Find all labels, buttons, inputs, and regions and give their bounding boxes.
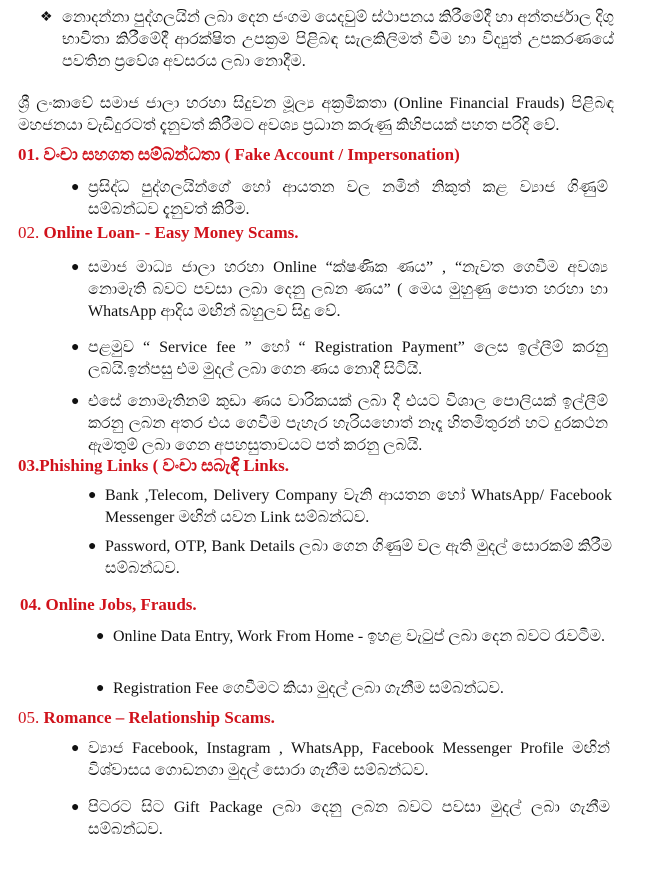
section-heading-05 <box>18 707 275 729</box>
bullet-icon: ● <box>88 539 97 554</box>
section-heading-01 <box>18 144 460 166</box>
section-title: වංචා සහගත සම්බන්ධතා ( Fake Account / Impersonation) <box>43 145 460 164</box>
list-item <box>96 678 610 700</box>
section-title: Online Jobs, Frauds. <box>41 595 197 614</box>
bullet-icon: ● <box>71 340 80 355</box>
section-title: Romance – Relationship Scams. <box>39 708 275 727</box>
list-item-text: Online Data Entry, Work From Home - ඉහළ වැටුප් ලබා දෙන බවට රැවටීම. <box>113 628 606 645</box>
list-item-text: Password, OTP, Bank Details ලබා ගෙන ගිණුම් වල ඇති මුදල් සොරකම් කිරීම සම්බන්ධව. <box>105 538 612 577</box>
section-number: 01. <box>18 145 40 164</box>
bullet-icon: ● <box>88 488 97 503</box>
list-item <box>71 257 608 323</box>
list-item-text: ප්‍රසිද්ධ පුද්ගලයින්ගේ හෝ ආයතන වල නමින් නිකුත් කළ ව්‍යාජ ගිණුම් සම්බන්ධව දැනුවත් කිරීම. <box>88 179 608 218</box>
section-title: Phishing Links ( වංචා සබැඳි Links. <box>39 456 290 475</box>
list-item-text: එසේ නොමැතිනම් කුඩා ණය වාරිකයක් ලබා දී එයට විශාල පොලියක් ඉල්ලීම් කරනු ලබන අතර එය ගෙවීම පැහැර හැරියහොත් නෑදෑ හිතමිතුරන් හට දුරකථන ඇමතුම් ලබා ගෙන අපහසුතාවයට පත් කරනු ලබයි. <box>88 393 608 454</box>
bullet-icon: ● <box>96 681 105 696</box>
list-item-text: පළමුව “ Service fee ” හෝ “ Registration Payment” ලෙස ඉල්ලීම් කරනු ලබයි.ඉන්පසු එම මුදල් ලබා ගෙන ණය නොදී සිටියි. <box>88 339 608 378</box>
list-item-text: ව්‍යාජ Facebook, Instagram , WhatsApp, Facebook Messenger Profile මඟින් විශ්වාසය ගොඩනගා මුදල් සොරා ගැනීම සම්බන්ධව. <box>88 740 610 779</box>
list-item <box>71 337 608 381</box>
list-item <box>71 391 608 457</box>
list-item <box>71 177 608 221</box>
section-number: 04. <box>20 595 42 614</box>
intro-paragraph: ශ්‍රී ලංකාවේ සමාජ ජාලා හරහා සිදුවන මූල්‍ය අක්‍රමිකතා (Online Financial Frauds) පිළිබඳ මහජනයා වැඩිදුරටත් දැනුවත් කිරීමට අවශ්‍ය ප්‍රධාන කරුණු කිහිපයක් පහත පරිදි වේ. <box>18 95 614 134</box>
section-heading-02 <box>18 222 299 244</box>
section-number: 03. <box>18 456 40 475</box>
list-item-text: Registration Fee ගෙවීමට කියා මුදල් ලබා ගැනීම සම්බන්ධව. <box>113 680 504 697</box>
list-item <box>88 536 612 580</box>
bullet-icon: ● <box>71 800 80 815</box>
list-item <box>96 626 610 648</box>
bullet-icon: ● <box>71 260 80 275</box>
section-heading-03 <box>18 455 289 477</box>
list-item-text: සමාජ මාධ්‍ය ජාලා හරහා Online “ක්ෂණික ණය” , “නැවත ගෙවීම අවශ්‍ය නොමැති බවට පවසා ලබා දෙනු ලබන ණය” ( මෙය මුහුණු පොත හරහා හා WhatsApp ආදිය මඟින් බහුලව සිදු වේ. <box>88 259 608 320</box>
bullet-icon: ● <box>71 741 80 756</box>
bullet-icon: ● <box>96 629 105 644</box>
bullet-icon: ● <box>71 394 80 409</box>
section-title: Online Loan- - Easy Money Scams. <box>43 223 299 242</box>
list-item <box>71 738 610 782</box>
bullet-icon: ● <box>71 180 80 195</box>
intro-bullet <box>40 7 614 73</box>
section-heading-04 <box>20 594 197 616</box>
intro-bullet-text: නොදන්නා පුද්ගලයින් ලබා දෙන ජංගම යෙදවුම් ස්ථාපනය කිරීමේදී හා අන්තර්ජාල දිගු භාවිතා කිරීමේදී ආරක්ෂිත උපක්‍රම පිළිබඳ සැලකිලිමත් වීම හා විද්‍යුත් උපකරණයේ පවතින ප්‍රවේශ අවසරය ලබා නොදීම. <box>62 9 614 70</box>
list-item-text: Bank ,Telecom, Delivery Company වැනි ආයතන හෝ WhatsApp/ Facebook Messenger මඟින් යවන Link සම්බන්ධව. <box>105 487 612 526</box>
section-number: 05. <box>18 708 40 727</box>
list-item-text: පිටරට සිට Gift Package ලබා දෙනු ලබන බවට පවසා මුදල් ලබා ගැනීම සම්බන්ධව. <box>88 799 610 838</box>
section-number: 02. <box>18 223 40 242</box>
diamond-star-bullet-icon: ❖ <box>40 10 53 25</box>
list-item <box>88 485 612 529</box>
list-item <box>71 797 610 841</box>
